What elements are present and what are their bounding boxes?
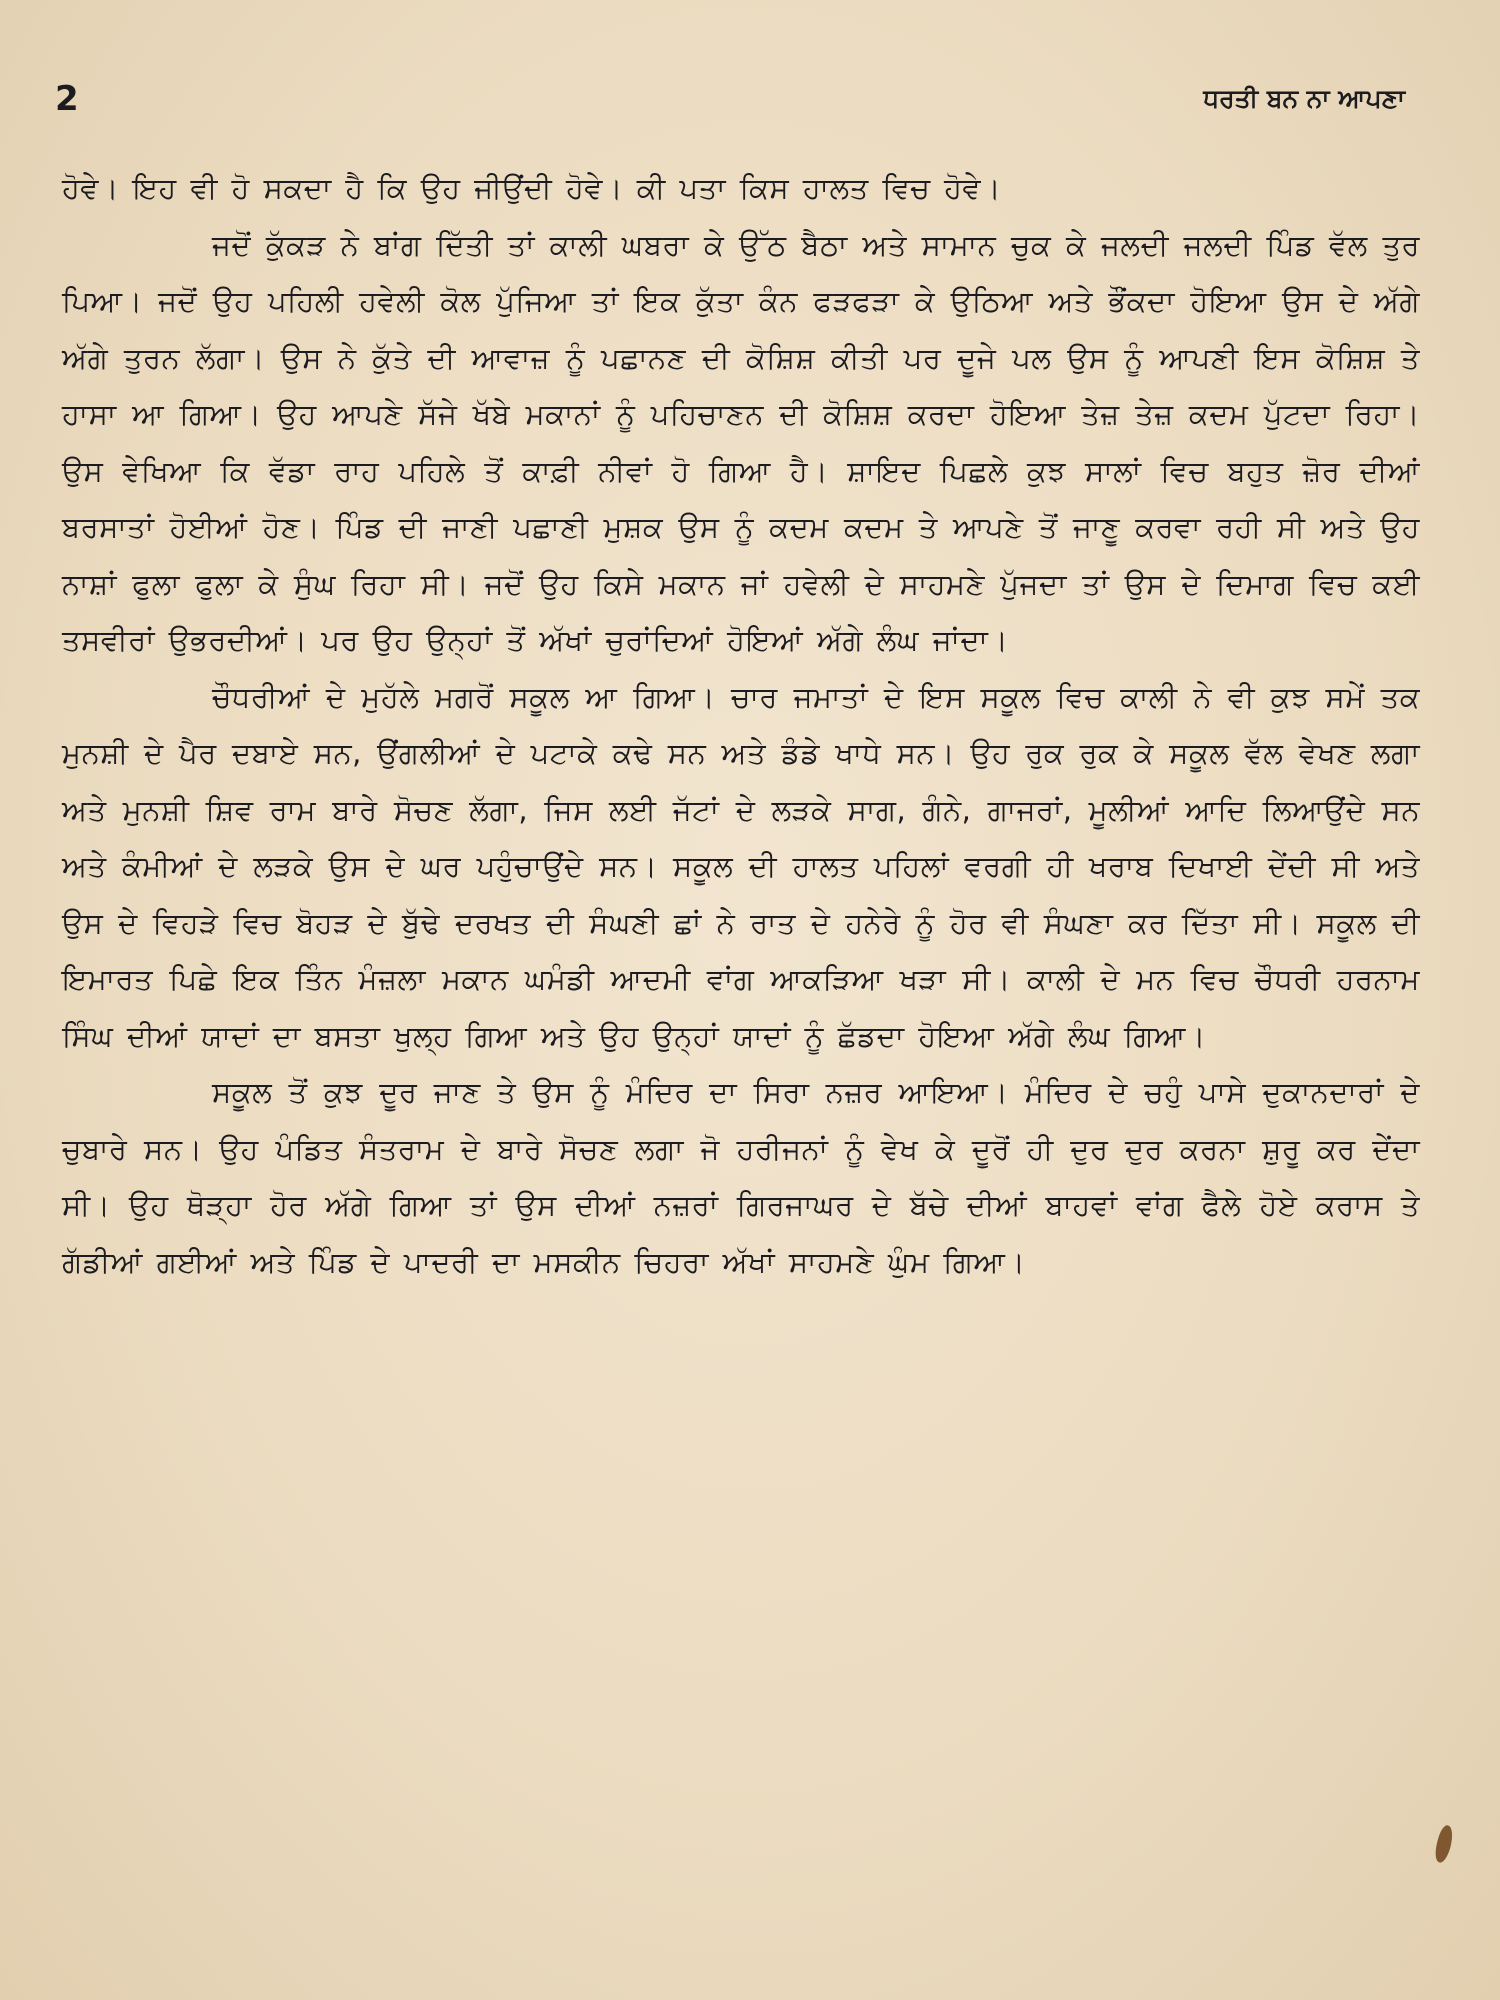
- paragraph-2: ਜਦੋਂ ਕੁੱਕੜ ਨੇ ਬਾਂਗ ਦਿੱਤੀ ਤਾਂ ਕਾਲੀ ਘਬਰਾ ਕੇ ਉੱਠ ਬੈਠਾ ਅਤੇ ਸਾਮਾਨ ਚੁਕ ਕੇ ਜਲਦੀ ਜਲਦੀ ਪਿੰਡ ਵੱਲ ਤੁਰ ਪਿਆ। ਜਦੋਂ ਉਹ ਪਹਿਲੀ ਹਵੇਲੀ ਕੋਲ ਪੁੱਜਿਆ ਤਾਂ ਇਕ ਕੁੱਤਾ ਕੰਨ ਫੜਫੜਾ ਕੇ ਉਠਿਆ ਅਤੇ ਭੌਂਕਦਾ ਹੋਇਆ ਉਸ ਦੇ ਅੱਗੇ ਅੱਗੇ ਤੁਰਨ ਲੱਗਾ। ਉਸ ਨੇ ਕੁੱਤੇ ਦੀ ਆਵਾਜ਼ ਨੂੰ ਪਛਾਨਣ ਦੀ ਕੋਸ਼ਿਸ਼ ਕੀਤੀ ਪਰ ਦੂਜੇ ਪਲ ਉਸ ਨੂੰ ਆਪਣੀ ਇਸ ਕੋਸ਼ਿਸ਼ ਤੇ ਹਾਸਾ ਆ ਗਿਆ। ਉਹ ਆਪਣੇ ਸੱਜੇ ਖੱਬੇ ਮਕਾਨਾਂ ਨੂੰ ਪਹਿਚਾਣਨ ਦੀ ਕੋਸ਼ਿਸ਼ ਕਰਦਾ ਹੋਇਆ ਤੇਜ਼ ਤੇਜ਼ ਕਦਮ ਪੁੱਟਦਾ ਰਿਹਾ। ਉਸ ਵੇਖਿਆ ਕਿ ਵੱਡਾ ਰਾਹ ਪਹਿਲੇ ਤੋਂ ਕਾਫ਼ੀ ਨੀਵਾਂ ਹੋ ਗਿਆ ਹੈ। ਸ਼ਾਇਦ ਪਿਛਲੇ ਕੁਝ ਸਾਲਾਂ ਵਿਚ ਬਹੁਤ ਜ਼ੋਰ ਦੀਆਂ ਬਰਸਾਤਾਂ ਹੋਈਆਂ ਹੋਣ। ਪਿੰਡ ਦੀ ਜਾਣੀ ਪਛਾਣੀ ਮੁਸ਼ਕ ਉਸ ਨੂੰ ਕਦਮ ਕਦਮ ਤੇ ਆਪਣੇ ਤੋਂ ਜਾਣੂ ਕਰਵਾ ਰਹੀ ਸੀ ਅਤੇ ਉਹ ਨਾਸ਼ਾਂ ਫੁਲਾ ਫੁਲਾ ਕੇ ਸੁੰਘ ਰਿਹਾ ਸੀ। ਜਦੋਂ ਉਹ ਕਿਸੇ ਮਕਾਨ ਜਾਂ ਹਵੇਲੀ ਦੇ ਸਾਹਮਣੇ ਪੁੱਜਦਾ ਤਾਂ ਉਸ ਦੇ ਦਿਮਾਗ ਵਿਚ ਕਈ ਤਸਵੀਰਾਂ ਉਭਰਦੀਆਂ। ਪਰ ਉਹ ਉਨ੍ਹਾਂ ਤੋਂ ਅੱਖਾਂ ਚੁਰਾਂਦਿਆਂ ਹੋਇਆਂ ਅੱਗੇ ਲੰਘ ਜਾਂਦਾ।: [62, 227, 1420, 657]
- paragraph-4: ਸਕੂਲ ਤੋਂ ਕੁਝ ਦੂਰ ਜਾਣ ਤੇ ਉਸ ਨੂੰ ਮੰਦਿਰ ਦਾ ਸਿਰਾ ਨਜ਼ਰ ਆਇਆ। ਮੰਦਿਰ ਦੇ ਚਹੁੰ ਪਾਸੇ ਦੁਕਾਨਦਾਰਾਂ ਦੇ ਚੁਬਾਰੇ ਸਨ। ਉਹ ਪੰਡਿਤ ਸੰਤਰਾਮ ਦੇ ਬਾਰੇ ਸੋਚਣ ਲਗਾ ਜੋ ਹਰੀਜਨਾਂ ਨੂੰ ਵੇਖ ਕੇ ਦੂਰੋਂ ਹੀ ਦੁਰ ਦੁਰ ਕਰਨਾ ਸ਼ੁਰੂ ਕਰ ਦੇਂਦਾ ਸੀ। ਉਹ ਥੋੜ੍ਹਾ ਹੋਰ ਅੱਗੇ ਗਿਆ ਤਾਂ ਉਸ ਦੀਆਂ ਨਜ਼ਰਾਂ ਗਿਰਜਾਘਰ ਦੇ ਬੱਚੇ ਦੀਆਂ ਬਾਹਵਾਂ ਵਾਂਗ ਫੈਲੇ ਹੋਏ ਕਰਾਸ ਤੇ ਗੱਡੀਆਂ ਗਈਆਂ ਅਤੇ ਪਿੰਡ ਦੇ ਪਾਦਰੀ ਦਾ ਮਸਕੀਨ ਚਿਹਰਾ ਅੱਖਾਂ ਸਾਹਮਣੇ ਘੁੰਮ ਗਿਆ।: [62, 1075, 1420, 1279]
- ink-stain: [1433, 1824, 1456, 1864]
- paragraph-1: ਹੋਵੇ। ਇਹ ਵੀ ਹੋ ਸਕਦਾ ਹੈ ਕਿ ਉਹ ਜੀਉਂਦੀ ਹੋਵੇ। ਕੀ ਪਤਾ ਕਿਸ ਹਾਲਤ ਵਿਚ ਹੋਵੇ।: [62, 171, 1002, 205]
- body-text: [62, 160, 1420, 1290]
- paragraph-3: ਚੌਧਰੀਆਂ ਦੇ ਮੁਹੱਲੇ ਮਗਰੋਂ ਸਕੂਲ ਆ ਗਿਆ। ਚਾਰ ਜਮਾਤਾਂ ਦੇ ਇਸ ਸਕੂਲ ਵਿਚ ਕਾਲੀ ਨੇ ਵੀ ਕੁਝ ਸਮੇਂ ਤਕ ਮੁਨਸ਼ੀ ਦੇ ਪੈਰ ਦਬਾਏ ਸਨ, ਉਂਗਲੀਆਂ ਦੇ ਪਟਾਕੇ ਕਢੇ ਸਨ ਅਤੇ ਡੰਡੇ ਖਾਧੇ ਸਨ। ਉਹ ਰੁਕ ਰੁਕ ਕੇ ਸਕੂਲ ਵੱਲ ਵੇਖਣ ਲਗਾ ਅਤੇ ਮੁਨਸ਼ੀ ਸ਼ਿਵ ਰਾਮ ਬਾਰੇ ਸੋਚਣ ਲੱਗਾ, ਜਿਸ ਲਈ ਜੱਟਾਂ ਦੇ ਲੜਕੇ ਸਾਗ, ਗੰਨੇ, ਗਾਜਰਾਂ, ਮੂਲੀਆਂ ਆਦਿ ਲਿਆਉਂਦੇ ਸਨ ਅਤੇ ਕੰਮੀਆਂ ਦੇ ਲੜਕੇ ਉਸ ਦੇ ਘਰ ਪਹੁੰਚਾਉਂਦੇ ਸਨ। ਸਕੂਲ ਦੀ ਹਾਲਤ ਪਹਿਲਾਂ ਵਰਗੀ ਹੀ ਖਰਾਬ ਦਿਖਾਈ ਦੇਂਦੀ ਸੀ ਅਤੇ ਉਸ ਦੇ ਵਿਹੜੇ ਵਿਚ ਬੋਹੜ ਦੇ ਬੁੱਢੇ ਦਰਖਤ ਦੀ ਸੰਘਣੀ ਛਾਂ ਨੇ ਰਾਤ ਦੇ ਹਨੇਰੇ ਨੂੰ ਹੋਰ ਵੀ ਸੰਘਣਾ ਕਰ ਦਿੱਤਾ ਸੀ। ਸਕੂਲ ਦੀ ਇਮਾਰਤ ਪਿਛੇ ਇਕ ਤਿੰਨ ਮੰਜ਼ਲਾ ਮਕਾਨ ਘਮੰਡੀ ਆਦਮੀ ਵਾਂਗ ਆਕੜਿਆ ਖੜਾ ਸੀ। ਕਾਲੀ ਦੇ ਮਨ ਵਿਚ ਚੌਧਰੀ ਹਰਨਾਮ ਸਿੰਘ ਦੀਆਂ ਯਾਦਾਂ ਦਾ ਬਸਤਾ ਖੁਲ੍ਹ ਗਿਆ ਅਤੇ ਉਹ ਉਨ੍ਹਾਂ ਯਾਦਾਂ ਨੂੰ ਛੱਡਦਾ ਹੋਇਆ ਅੱਗੇ ਲੰਘ ਗਿਆ।: [62, 679, 1420, 1053]
- running-header-title: ਧਰਤੀ ਬਨ ਨਾ ਆਪਣਾ: [1203, 84, 1405, 113]
- page-number: 2: [55, 79, 79, 119]
